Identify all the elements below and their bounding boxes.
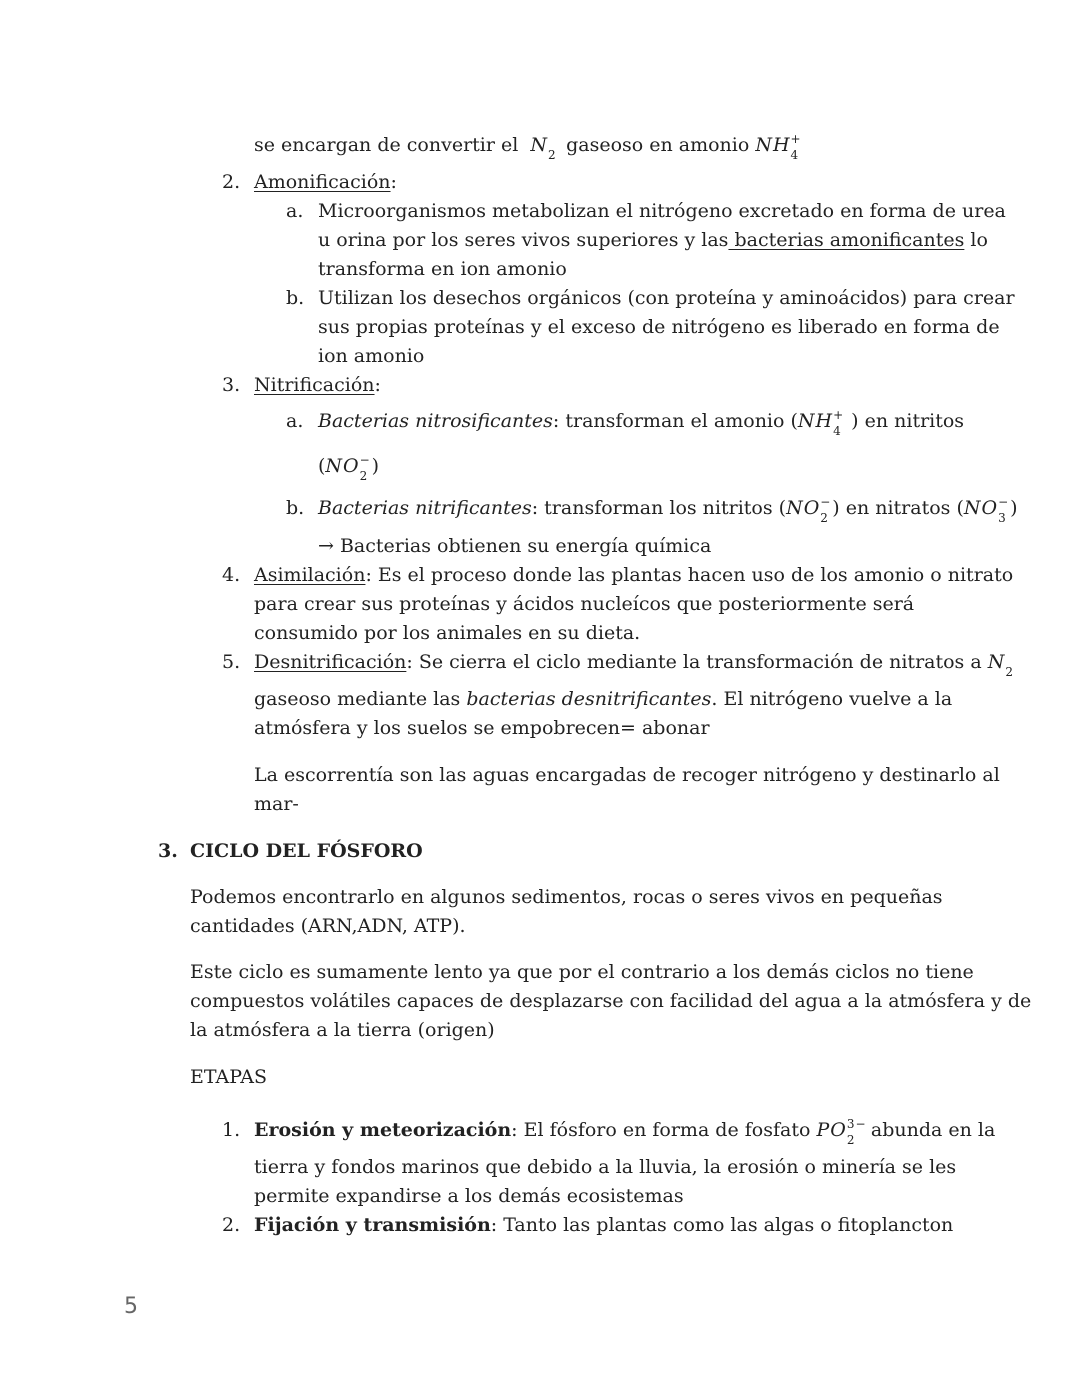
paragraph-line: transforma en ion amonio xyxy=(318,258,567,280)
paragraph-line: consumido por los animales en su dieta. xyxy=(254,622,641,644)
list-marker: 3. xyxy=(222,374,241,396)
paragraph-line: Microorganismos metabolizan el nitrógeno excretado en forma de urea xyxy=(318,200,1006,222)
paragraph-line: permite expandirse a los demás ecosistemas xyxy=(254,1185,684,1207)
list-marker: b. xyxy=(286,497,305,519)
section-heading: CICLO DEL FÓSFORO xyxy=(190,840,423,862)
paragraph-line: Erosión y meteorización: El fósforo en forma de fosfato PO 3− 2 abunda en la xyxy=(254,1117,996,1147)
paragraph-line: Bacterias nitrosificantes: transforman el amonio (NH + 4 ) en nitritos xyxy=(318,408,965,438)
paragraph-line: Fijación y transmisión: Tanto las plantas como las algas o fitoplancton xyxy=(254,1214,954,1236)
list-marker: 2. xyxy=(222,1214,241,1236)
paragraph-line: sus propias proteínas y el exceso de nitrógeno es liberado en forma de xyxy=(318,316,1000,338)
no2-formula: NO − 2 xyxy=(786,495,832,525)
paragraph-line: compuestos volátiles capaces de desplazarse con facilidad del agua a la atmósfera y de xyxy=(190,990,1032,1012)
step-amonificacion-title: Amonificación: xyxy=(254,171,397,193)
list-marker: 2. xyxy=(222,171,241,193)
paragraph-line: Bacterias nitrificantes: transforman los nitritos (NO − 2 ) en nitratos (NO − 3 ) xyxy=(318,495,1018,525)
page-number: 5 xyxy=(124,1294,138,1319)
paragraph-line: La escorrentía son las aguas encargadas de recoger nitrógeno y destinarlo al xyxy=(254,764,1000,786)
nh4-formula: NH + 4 xyxy=(755,132,802,162)
paragraph-line: Podemos encontrarlo en algunos sedimentos, rocas o seres vivos en pequeñas xyxy=(190,886,943,908)
paragraph-line: Desnitrificación: Se cierra el ciclo mediante la transformación de nitratos a N 2 xyxy=(254,650,1017,674)
po-formula: PO 3− 2 xyxy=(816,1117,867,1147)
list-marker: a. xyxy=(286,200,304,222)
n2-formula: N 2 xyxy=(530,134,557,162)
paragraph-line: Este ciclo es sumamente lento ya que por el contrario a los demás ciclos no tiene xyxy=(190,961,974,983)
section-number: 3. xyxy=(158,840,178,862)
intro-line: se encargan de convertir el N 2 gaseoso en amonio NH + 4 xyxy=(254,132,802,162)
paragraph-line: para crear sus proteínas y ácidos nucleícos que posteriormente será xyxy=(254,593,915,615)
paragraph-line: Utilizan los desechos orgánicos (con proteína y aminoácidos) para crear xyxy=(318,287,1015,309)
paragraph-line: ion amonio xyxy=(318,345,425,367)
list-marker: b. xyxy=(286,287,305,309)
nh4-formula: NH + 4 xyxy=(797,408,845,438)
paragraph-line: tierra y fondos marinos que debido a la lluvia, la erosión o minería se les xyxy=(254,1156,957,1178)
bacterias-amonificantes-link[interactable]: bacterias amonificantes xyxy=(728,229,965,251)
no2-formula: NO − 2 xyxy=(325,453,371,483)
paragraph-line: (NO − 2 ) xyxy=(318,453,380,483)
paragraph-line: → Bacterias obtienen su energía química xyxy=(318,535,712,557)
paragraph-line: la atmósfera a la tierra (origen) xyxy=(190,1019,495,1041)
list-marker: 1. xyxy=(222,1119,241,1141)
no3-formula: NO − 3 xyxy=(963,495,1010,525)
paragraph-line: atmósfera y los suelos se empobrecen= abonar xyxy=(254,717,710,739)
step-nitrificacion-title: Nitrificación: xyxy=(254,374,381,396)
n2-formula: N 2 xyxy=(987,651,1014,679)
list-marker: 4. xyxy=(222,564,241,586)
paragraph-line: gaseoso mediante las bacterias desnitrificantes. El nitrógeno vuelve a la xyxy=(254,688,953,710)
paragraph-line: cantidades (ARN,ADN, ATP). xyxy=(190,915,466,937)
stages-label: ETAPAS xyxy=(190,1066,268,1088)
paragraph-line: Asimilación: Es el proceso donde las plantas hacen uso de los amonio o nitrato xyxy=(254,564,1014,586)
paragraph-line: u orina por los seres vivos superiores y las bacterias amonificantes lo xyxy=(318,229,988,251)
paragraph-line: mar- xyxy=(254,793,299,815)
list-marker: a. xyxy=(286,410,304,432)
list-marker: 5. xyxy=(222,651,241,673)
